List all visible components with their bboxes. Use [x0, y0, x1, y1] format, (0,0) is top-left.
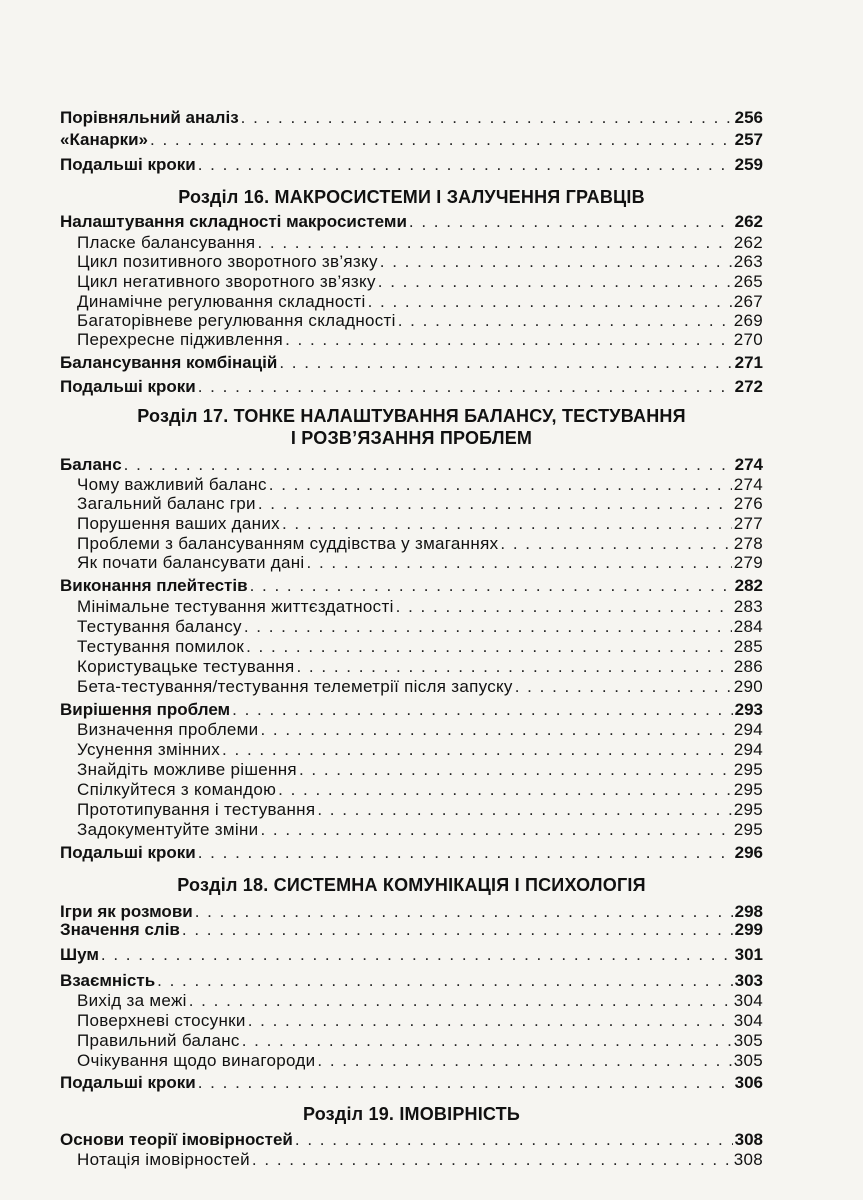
entry-title: Подальші кроки: [60, 843, 196, 862]
toc-entry[interactable]: [60, 1130, 763, 1150]
toc-subentry[interactable]: [77, 720, 763, 740]
toc-entry[interactable]: [60, 700, 763, 720]
entry-title: Чому важливий баланс: [77, 475, 267, 494]
page-number: 285: [733, 637, 763, 656]
page-number: 295: [733, 820, 763, 839]
dot-leader: [246, 637, 732, 657]
toc-subentry[interactable]: [77, 1011, 763, 1031]
dot-leader: [317, 1051, 731, 1071]
dot-leader: [198, 1073, 733, 1093]
dot-leader: [198, 843, 733, 863]
toc-entry[interactable]: [60, 971, 763, 991]
entry-title: Вирішення проблем: [60, 700, 231, 719]
toc-subentry[interactable]: [77, 780, 763, 800]
page-number: 276: [733, 494, 763, 513]
toc-entry[interactable]: [60, 945, 763, 965]
toc-subentry[interactable]: [77, 1051, 763, 1071]
toc-subentry[interactable]: [77, 760, 763, 780]
toc-subentry[interactable]: [77, 494, 763, 514]
entry-title: Динамічне регулювання складності: [77, 292, 366, 311]
chapter-heading: Розділ 18. СИСТЕМНА КОМУНІКАЦІЯ І ПСИХОЛОГІЯ: [177, 875, 646, 895]
page-number: 259: [734, 155, 763, 174]
page-number: 295: [733, 800, 763, 819]
entry-title: Користувацьке тестування: [77, 657, 295, 676]
toc-subentry[interactable]: [77, 311, 763, 331]
entry-title: Цикл позитивного зворотного зв’язку: [77, 252, 378, 271]
dot-leader: [198, 377, 733, 397]
page-number: 265: [733, 272, 763, 291]
page-number: 277: [733, 514, 763, 533]
toc-entry[interactable]: [60, 902, 763, 922]
dot-leader: [260, 720, 731, 740]
dot-leader: [189, 991, 732, 1011]
dot-leader: [248, 1011, 732, 1031]
dot-leader: [241, 108, 733, 128]
entry-title: Очікування щодо винагороди: [77, 1051, 316, 1070]
toc-subentry[interactable]: [77, 475, 763, 495]
dot-leader: [195, 902, 733, 922]
toc-subentry[interactable]: [77, 272, 763, 292]
dot-leader: [295, 1130, 733, 1150]
dot-leader: [124, 455, 733, 475]
dot-leader: [252, 1150, 732, 1170]
toc-subentry[interactable]: [77, 677, 763, 697]
toc-entry[interactable]: [60, 1073, 763, 1093]
entry-title: Загальний баланс гри: [77, 494, 256, 513]
toc-subentry[interactable]: [77, 1031, 763, 1051]
page-number: 290: [733, 677, 763, 696]
toc-subentry[interactable]: [77, 800, 763, 820]
chapter-heading: Розділ 19. ІМОВІРНІСТЬ: [302, 1104, 521, 1124]
page-number: 270: [733, 330, 763, 349]
dot-leader: [396, 597, 732, 617]
toc-subentry[interactable]: [77, 233, 763, 253]
toc-subentry[interactable]: [77, 1150, 763, 1170]
entry-title: Усунення змінних: [77, 740, 221, 759]
entry-title: Ігри як розмови: [60, 902, 193, 921]
page-number: 272: [734, 377, 763, 396]
page-number: 274: [733, 475, 763, 494]
entry-title: Тестування помилок: [77, 637, 245, 656]
toc-subentry[interactable]: [77, 330, 763, 350]
toc-subentry[interactable]: [77, 991, 763, 1011]
page-number: 274: [734, 455, 763, 474]
toc-subentry[interactable]: [77, 740, 763, 760]
page-number: 305: [733, 1031, 763, 1050]
page-number: 256: [734, 108, 763, 127]
entry-title: Подальші кроки: [60, 155, 196, 174]
dot-leader: [232, 700, 732, 720]
entry-title: Мінімальне тестування життєздатності: [77, 597, 394, 616]
page-number: 304: [733, 991, 763, 1010]
dot-leader: [380, 252, 732, 272]
dot-leader: [378, 272, 732, 292]
entry-title: Подальші кроки: [60, 1073, 196, 1092]
dot-leader: [398, 311, 732, 331]
dot-leader: [244, 617, 732, 637]
dot-leader: [299, 760, 732, 780]
entry-title: Взаємність: [60, 971, 156, 990]
dot-leader: [182, 920, 733, 940]
dot-leader: [250, 576, 733, 596]
dot-leader: [157, 971, 732, 991]
page-number: 294: [733, 740, 763, 759]
page-number: 304: [733, 1011, 763, 1030]
dot-leader: [500, 534, 731, 554]
entry-title: Пласке балансування: [77, 233, 256, 252]
toc-subentry[interactable]: [77, 657, 763, 677]
page-number: 293: [734, 700, 763, 719]
toc-entry[interactable]: [60, 130, 763, 150]
page-number: 308: [733, 1150, 763, 1169]
entry-title: Правильний баланс: [77, 1031, 240, 1050]
page-number: 305: [733, 1051, 763, 1070]
entry-title: Поверхневі стосунки: [77, 1011, 246, 1030]
page-number: 284: [733, 617, 763, 636]
entry-title: Нотація імовірностей: [77, 1150, 250, 1169]
dot-leader: [296, 657, 731, 677]
dot-leader: [285, 330, 732, 350]
toc-subentry[interactable]: [77, 597, 763, 617]
page-number: 295: [733, 780, 763, 799]
entry-title: Багаторівневе регулювання складності: [77, 311, 396, 330]
toc-entry[interactable]: [60, 212, 763, 232]
page-number: 263: [733, 252, 763, 271]
entry-title: Визначення проблеми: [77, 720, 259, 739]
dot-leader: [307, 553, 732, 573]
toc-subentry[interactable]: [77, 820, 763, 840]
entry-title: Порівняльний аналіз: [60, 108, 239, 127]
toc-subentry[interactable]: [77, 292, 763, 312]
entry-title: Як почати балансувати дані: [77, 553, 305, 572]
entry-title: Значення слів: [60, 920, 180, 939]
toc-entry[interactable]: [60, 920, 763, 940]
page-number: 278: [733, 534, 763, 553]
dot-leader: [515, 677, 732, 697]
page-number: 262: [733, 233, 763, 252]
page-number: 267: [733, 292, 763, 311]
toc-subentry[interactable]: [77, 617, 763, 637]
page-number: 298: [734, 902, 763, 921]
entry-title: Порушення ваших даних: [77, 514, 280, 533]
toc-subentry[interactable]: [77, 514, 763, 534]
dot-leader: [279, 353, 732, 373]
toc-subentry[interactable]: [77, 553, 763, 573]
entry-title: Проблеми з балансуванням суддівства у змаганнях: [77, 534, 499, 553]
toc-subentry[interactable]: [77, 534, 763, 554]
toc-entry[interactable]: [60, 155, 763, 175]
dot-leader: [101, 945, 733, 965]
dot-leader: [278, 780, 732, 800]
entry-title: Цикл негативного зворотного зв’язку: [77, 272, 376, 291]
entry-title: Бета-тестування/тестування телеметрії після запуску: [77, 677, 513, 696]
page-number: 271: [734, 353, 763, 372]
entry-title: Налаштування складності макросистеми: [60, 212, 407, 231]
dot-leader: [317, 800, 731, 820]
dot-leader: [368, 292, 732, 312]
page-number: 301: [734, 945, 763, 964]
entry-title: Вихід за межі: [77, 991, 187, 1010]
page-number: 286: [733, 657, 763, 676]
toc-entry[interactable]: [60, 377, 763, 397]
toc-subentry[interactable]: [77, 252, 763, 272]
page-number: 299: [734, 920, 763, 939]
chapter-heading: І РОЗВ’ЯЗАННЯ ПРОБЛЕМ: [290, 428, 533, 448]
dot-leader: [269, 475, 732, 495]
dot-leader: [198, 155, 733, 175]
dot-leader: [150, 130, 733, 150]
entry-title: Спілкуйтеся з командою: [77, 780, 277, 799]
entry-title: Виконання плейтестів: [60, 576, 248, 595]
dot-leader: [282, 514, 732, 534]
page-number: 282: [734, 576, 763, 595]
page-number: 306: [734, 1073, 763, 1092]
chapter-heading: Розділ 16. МАКРОСИСТЕМИ І ЗАЛУЧЕННЯ ГРАВЦІВ: [178, 187, 645, 207]
dot-leader: [242, 1031, 732, 1051]
page-number: 296: [734, 843, 763, 862]
toc-entry[interactable]: [60, 353, 763, 373]
dot-leader: [260, 820, 731, 840]
dot-leader: [222, 740, 732, 760]
toc-entry[interactable]: [60, 455, 763, 475]
page-number: 303: [734, 971, 763, 990]
dot-leader: [258, 494, 732, 514]
entry-title: Баланс: [60, 455, 122, 474]
entry-title: Основи теорії імовірностей: [60, 1130, 293, 1149]
entry-title: Прототипування і тестування: [77, 800, 316, 819]
page-number: 308: [734, 1130, 763, 1149]
page-number: 279: [733, 553, 763, 572]
entry-title: Шум: [60, 945, 99, 964]
dot-leader: [257, 233, 731, 253]
toc-entry[interactable]: [60, 843, 763, 863]
entry-title: Перехресне підживлення: [77, 330, 284, 349]
page-number: 295: [733, 760, 763, 779]
dot-leader: [409, 212, 733, 232]
entry-title: Тестування балансу: [77, 617, 242, 636]
toc-entry[interactable]: [60, 108, 763, 128]
toc-entry[interactable]: [60, 576, 763, 596]
page-number: 257: [734, 130, 763, 149]
toc-subentry[interactable]: [77, 637, 763, 657]
page-number: 269: [733, 311, 763, 330]
page-number: 294: [733, 720, 763, 739]
entry-title: Подальші кроки: [60, 377, 196, 396]
page-number: 283: [733, 597, 763, 616]
chapter-heading: Розділ 17. ТОНКЕ НАЛАШТУВАННЯ БАЛАНСУ, ТЕСТУВАННЯ: [137, 406, 686, 426]
entry-title: «Канарки»: [60, 130, 149, 149]
entry-title: Задокументуйте зміни: [77, 820, 259, 839]
entry-title: Знайдіть можливе рішення: [77, 760, 297, 779]
entry-title: Балансування комбінацій: [60, 353, 278, 372]
page-number: 262: [734, 212, 763, 231]
